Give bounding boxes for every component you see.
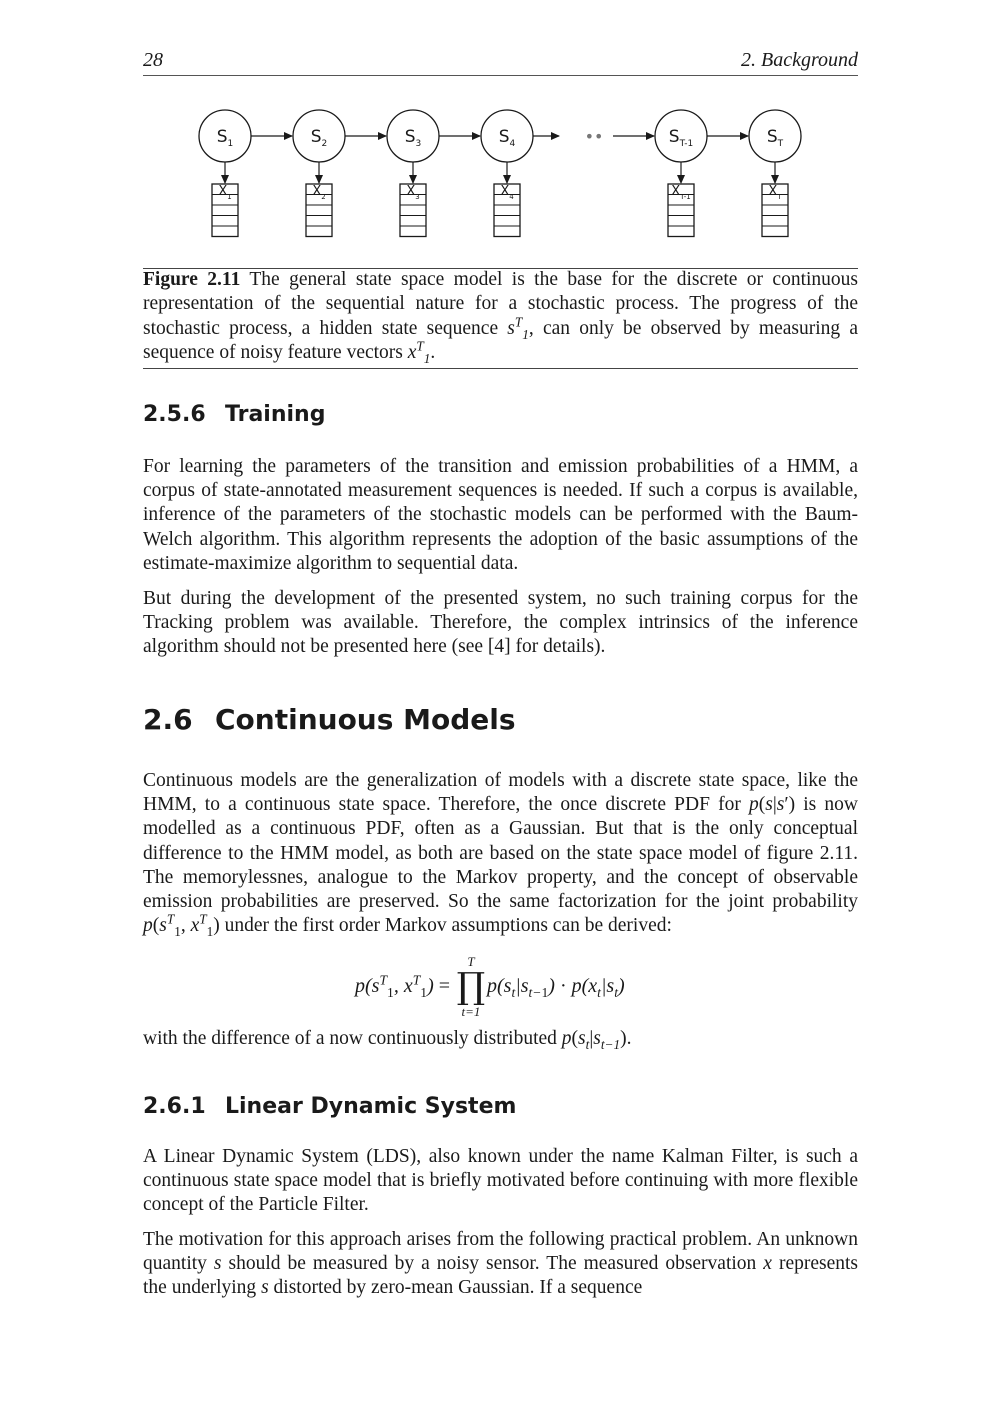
section-heading-continuous-models: [143, 703, 516, 736]
observation-label: $X_1$: [218, 184, 232, 201]
continuous-models-paragraph: Continuous models are the generalization of models with a discrete state space, like the HMM, to a continuous state space. Therefore, the once discrete PDF for p(s|s′) is now modelled as a continuous PDF, often as a Gaussian. But that is the only conceptual difference to the HMM model, as both are based on the state space model of figure 2.11. The memorylessnes, analogue to the Markov property, and the concept of observable emission probabilities are preserved. So the same factorization for the joint probability $p(s^T_1$, $x^T_1$) under the first order Markov assumptions can be derived:: [143, 770, 858, 940]
lds-text-c: represents the underlying: [143, 1253, 859, 1299]
after-eq-math: p: [561, 1028, 572, 1049]
section-title: Linear Dynamic System: [225, 1094, 517, 1119]
state-label: $S_3$: [404, 127, 422, 149]
page-number: 28: [143, 49, 163, 71]
lds-paragraph-1: A Linear Dynamic System (LDS), also known under the name Kalman Filter, is such a continuous state space model that is briefly motivated before continuing with more flexible concept of the Particle Filter.: [143, 1146, 858, 1216]
product-symbol: ∏: [456, 966, 486, 1007]
section-number: 2.6.1: [143, 1094, 206, 1119]
lds-text-d: distorted by zero-mean Gaussian. If a sequence: [273, 1277, 643, 1299]
product-upper-limit: T: [467, 954, 475, 969]
state-node: [655, 110, 707, 162]
after-equation-line: with the difference of a now continuously distributed $p(s_t|s_{t-1})$.: [143, 1028, 632, 1052]
lds-math-x: x: [763, 1253, 772, 1275]
observation-label: $X_{T-1}$: [671, 184, 691, 201]
ellipsis-dots: ••: [584, 127, 604, 146]
cm-math-joint: p: [143, 915, 153, 937]
training-paragraph-2: But during the development of the presented system, no such training corpus for the Tracking problem was available. Therefore, the complex intrinsics of the inference algorithm should not be presented here (see [4] for details).: [143, 588, 858, 658]
caption-math-feature-seq: $x^T_1$: [407, 338, 431, 366]
equation-lhs: $p(s^T_1$, $x^T_1$) =: [355, 972, 451, 1000]
state-label: $S_T$: [766, 127, 784, 149]
section-heading-training: [143, 402, 325, 427]
caption-math-state-seq: $s^T_1$: [507, 314, 529, 342]
lds-paragraph-2: [143, 1228, 858, 1301]
equation-rhs: $p(s_t|s_{t-1}) \cdot p(x_t|s_t)$: [487, 975, 625, 1000]
caption-label: Figure 2.11: [143, 269, 241, 290]
lds-math-s: s: [213, 1253, 222, 1275]
lds-math-s2: s: [261, 1277, 269, 1299]
section-number: 2.6: [143, 703, 193, 736]
joint-probability-equation: [143, 955, 858, 1025]
section-number: 2.5.6: [143, 402, 206, 427]
after-eq-text: with the difference of a now continuously distributed: [143, 1028, 557, 1049]
cm-text-a: Continuous models are the generalization of models with a discrete state space, like the HMM, to a continuous state space. Therefore, the once discrete PDF for: [143, 770, 858, 816]
product-operator: [456, 955, 486, 1019]
figure-caption: [143, 268, 858, 365]
section-title: Training: [225, 402, 326, 427]
state-label: $S_2$: [310, 127, 328, 149]
cm-text-c: under the first order Markov assumptions can be derived:: [224, 915, 672, 937]
training-paragraph-1: For learning the parameters of the transition and emission probabilities of a HMM, a corpus of state-annotated measurement sequences is needed. If such a corpus is available, inference of the parameters of the stochastic models can be performed with the Baum-Welch algorithm. This algorithm represents the adoption of the basic assumptions of the estimate-maximize algorithm to sequential data.: [143, 456, 858, 574]
section-title: Continuous Models: [215, 703, 516, 736]
observation-label: $X_2$: [312, 184, 326, 201]
header-rule: [143, 75, 858, 76]
lds-text-b: should be measured by a noisy sensor. The measured observation: [228, 1253, 757, 1275]
observation-label: $X_3$: [406, 184, 420, 201]
caption-text-3: .: [430, 341, 436, 363]
running-header: 2. Background: [740, 49, 858, 71]
state-label: $S_{T-1}$: [668, 127, 694, 149]
state-space-diagram: [143, 100, 858, 260]
state-space-model-figure: [143, 100, 858, 260]
caption-text-1: The general state space model is the base for the discrete or continuous representation of the sequential nature for a stochastic process. The progress of the stochastic process, a hidden state sequence: [143, 269, 859, 339]
state-label: $S_1$: [216, 127, 234, 149]
state-label: $S_4$: [498, 127, 516, 149]
caption-text-2: , can only be observed by measuring a sequence of noisy feature vectors: [143, 317, 858, 363]
caption-rule-bottom: [143, 368, 858, 369]
product-lower-limit: t=1: [461, 1004, 481, 1019]
cm-math-pdf: p: [748, 794, 759, 816]
lds-text-a: The motivation for this approach arises from the following practical problem. An unknown quantity: [143, 1229, 858, 1275]
section-heading-lds: [143, 1094, 516, 1119]
cm-text-b: is now modelled as a continuous PDF, often as a Gaussian. But that is the only conceptual difference to the HMM model, as both are based on the state space model of figure 2.11. The memorylessnes, analogue to the Markov property, and the concept of observable emission probabilities are preserved. So the same factorization for the joint probability: [143, 794, 858, 913]
observation-label: $X_4$: [500, 184, 514, 201]
observation-label: $X_T$: [768, 184, 782, 201]
